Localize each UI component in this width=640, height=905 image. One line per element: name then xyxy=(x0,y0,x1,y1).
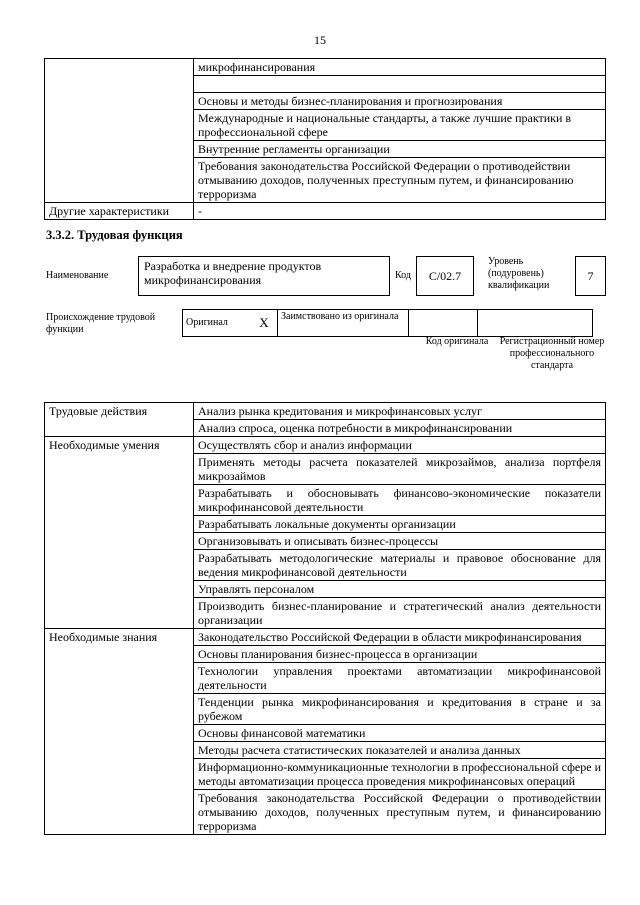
knowledge-category: Необходимые знания xyxy=(45,629,194,835)
table-row: Международные и национальные стандарты, а также лучшие практики в профессиональной сфере xyxy=(194,110,606,141)
original-code-cell xyxy=(409,310,478,337)
table-row: Требования законодательства Российской Федерации о противодействии отмыванию доходов, полученных преступным путем, и финансированию терроризма xyxy=(194,790,606,835)
section-title: 3.3.2. Трудовая функция xyxy=(46,228,183,242)
empty-category-cell xyxy=(45,59,194,203)
table-row: Организовывать и описывать бизнес-процессы xyxy=(194,533,606,550)
original-label: Оригинал xyxy=(183,310,252,337)
table-row: Основы и методы бизнес-планирования и прогнозирования xyxy=(194,93,606,110)
code-caption: Код оригинала xyxy=(425,336,489,347)
table-row: Разрабатывать методологические материалы и правовое обоснование для ведения микрофинансовой деятельности xyxy=(194,550,606,581)
knowledge-continuation-table xyxy=(44,58,606,220)
name-label: Наименование xyxy=(46,270,109,281)
table-row: Управлять персоналом xyxy=(194,581,606,598)
table-row xyxy=(194,76,606,93)
origin-table xyxy=(182,309,593,337)
table-row: Технологии управления проектами автоматизации микрофинансовой деятельности xyxy=(194,663,606,694)
function-name-box: Разработка и внедрение продуктов микрофинансирования xyxy=(138,256,390,296)
table-row: Информационно-коммуникационные технологии в профессиональной сфере и методы автоматизации процесса проведения микрофинансовых операций xyxy=(194,759,606,790)
skills-category: Необходимые умения xyxy=(45,437,194,629)
table-row: Применять методы расчета показателей микрозаймов, анализа портфеля микрозаймов xyxy=(194,454,606,485)
page-number: 15 xyxy=(314,33,326,47)
table-row: Разрабатывать и обосновывать финансово-экономические показатели микрофинансовой деятельности xyxy=(194,485,606,516)
original-mark: X xyxy=(251,310,278,337)
table-row: Тенденции рынка микрофинансирования и кредитования в стране и за рубежом xyxy=(194,694,606,725)
actions-category: Трудовые действия xyxy=(45,403,194,437)
table-row: Внутренние регламенты организации xyxy=(194,141,606,158)
borrowed-label: Заимствовано из оригинала xyxy=(278,310,409,337)
level-label: Уровень (подуровень) квалификации xyxy=(488,256,550,291)
code-value-box: С/02.7 xyxy=(416,256,474,296)
table-row: Анализ спроса, оценка потребности в микрофинансировании xyxy=(194,420,606,437)
table-row: Методы расчета статистических показателей и анализа данных xyxy=(194,742,606,759)
other-characteristics-value: - xyxy=(194,203,606,220)
labor-function-table xyxy=(44,402,606,835)
origin-label: Происхождение трудовой функции xyxy=(46,312,156,335)
registration-number-cell xyxy=(478,310,593,337)
table-row: Разрабатывать локальные документы организации xyxy=(194,516,606,533)
table-row: Требования законодательства Российской Федерации о противодействии отмыванию доходов, полученных преступным путем, и финансированию терроризма xyxy=(194,158,606,203)
table-row: Анализ рынка кредитования и микрофинансовых услуг xyxy=(194,403,606,420)
other-characteristics-label: Другие характеристики xyxy=(45,203,194,220)
level-value-box: 7 xyxy=(575,256,606,296)
table-row: Осуществлять сбор и анализ информации xyxy=(194,437,606,454)
table-row: Основы планирования бизнес-процесса в организации xyxy=(194,646,606,663)
code-label: Код xyxy=(395,270,411,281)
table-row: микрофинансирования xyxy=(194,59,606,76)
table-row: Законодательство Российской Федерации в области микрофинансирования xyxy=(194,629,606,646)
table-row: Основы финансовой математики xyxy=(194,725,606,742)
registration-caption: Регистрационный номер профессионального стандарта xyxy=(499,336,605,371)
table-row: Производить бизнес-планирование и стратегический анализ деятельности организации xyxy=(194,598,606,629)
